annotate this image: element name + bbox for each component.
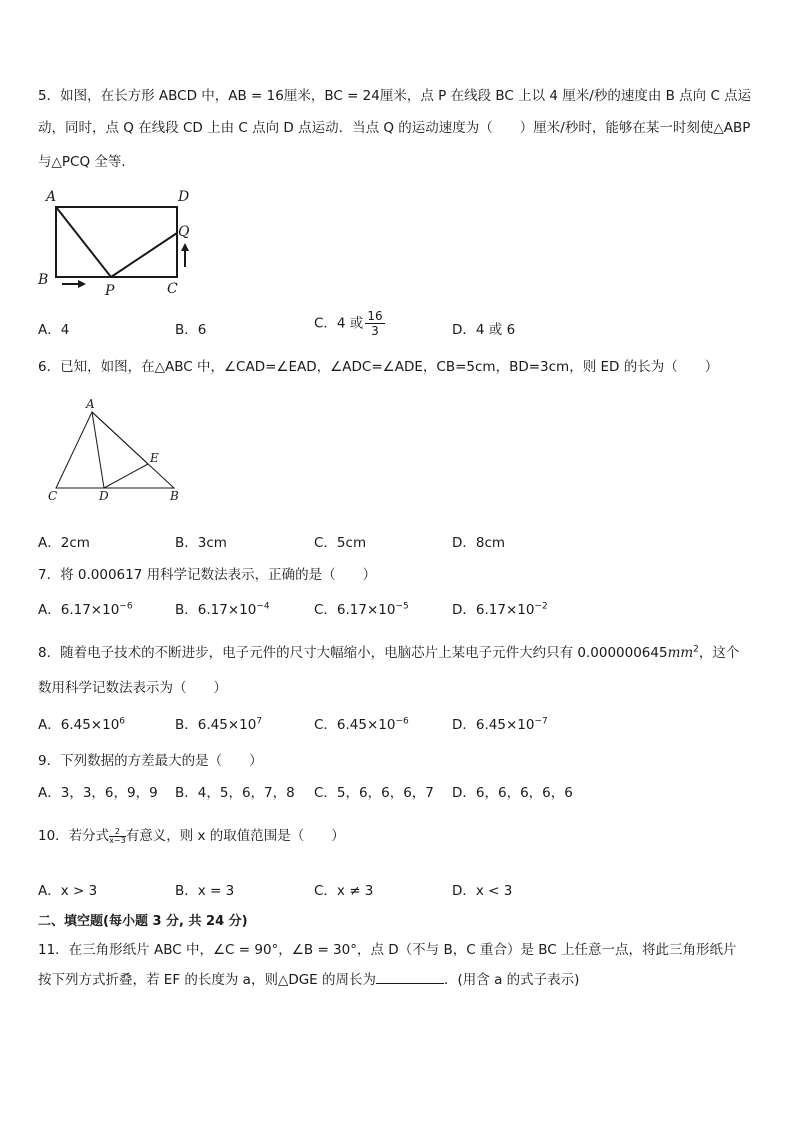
q5-rectangle-figure: [34, 186, 204, 300]
q5-option-a[interactable]: A．4: [38, 322, 70, 338]
label-d: D: [99, 489, 109, 503]
q9-option-b[interactable]: B．4，5，6，7，8: [175, 785, 295, 801]
arrow-up-head-icon: [181, 243, 189, 251]
q10-option-a[interactable]: A．x > 3: [38, 883, 98, 899]
q7-line1: 7．将 0.000617 用科学记数法表示，正确的是（ ）: [38, 567, 377, 583]
rectangle-abcd: [56, 207, 177, 277]
q5-line3: 与△PCQ 全等．: [38, 154, 135, 170]
q8-option-d[interactable]: D．$6.45\times 10^{-7}$: [452, 716, 548, 733]
section-title-fill-in: 二、填空题(每小题 3 分, 共 24 分): [38, 914, 248, 929]
arrow-right-head-icon: [78, 280, 86, 288]
q5-option-d[interactable]: D．4 或 6: [452, 322, 516, 338]
q5-option-b[interactable]: B．6: [175, 322, 207, 338]
q10-option-d[interactable]: D．x < 3: [452, 883, 513, 899]
q7-option-c[interactable]: C．$6.17\times 10^{-5}$: [314, 601, 409, 618]
q11-line1: 11．在三角形纸片 ABC 中，∠C = 90°，∠B = 30°，点 D（不与 B，C 重合）是 BC 上任意一点，将此三角形纸片: [38, 942, 737, 958]
q9-option-a[interactable]: A．3，3，6，9，9: [38, 785, 158, 801]
label-a: A: [86, 397, 95, 411]
q6-option-a[interactable]: A．2cm: [38, 535, 90, 551]
q5-option-c-prefix: C．4 或: [314, 315, 364, 332]
q5-option-c[interactable]: [314, 310, 387, 337]
q7-option-a[interactable]: A．$6.17\times 10^{-6}$: [38, 601, 133, 618]
label-p: P: [105, 283, 115, 299]
q11-line2: 按下列方式折叠，若 EF 的长度为 a，则△DGE 的周长为 ．(用含 a 的式子表示): [38, 972, 580, 988]
label-d: D: [178, 189, 190, 205]
segment-pq: [111, 233, 177, 277]
segment-ae: [92, 412, 148, 464]
q6-triangle-figure: [44, 394, 190, 504]
q9-option-c[interactable]: C．5，6，6，6，7: [314, 785, 434, 801]
q10-fraction: $\frac{2}{x-3}$: [109, 826, 126, 845]
q9-line1: 9．下列数据的方差最大的是（ ）: [38, 753, 263, 769]
q8-option-b[interactable]: B．$6.45\times 10^7$: [175, 716, 263, 733]
triangle-abc: [56, 412, 174, 488]
label-b: B: [170, 489, 179, 503]
q6-option-b[interactable]: B．3cm: [175, 535, 227, 551]
q9-option-d[interactable]: D．6，6，6，6，6: [452, 785, 573, 801]
q10-line1: 10．若分式 $\frac{2}{x-3}$有意义，则 x 的取值范围是（ ）: [38, 826, 345, 845]
q8-line2: 数用科学记数法表示为（ ）: [38, 680, 227, 696]
segment-ad: [92, 412, 104, 488]
label-a: A: [46, 189, 57, 205]
q5-line2: 动，同时，点 Q 在线段 CD 上由 C 点向 D 点运动．当点 Q 的运动速度为（ ）厘米/秒时，能够在某一时刻使△ABP: [38, 120, 751, 136]
label-e: E: [150, 451, 159, 465]
segment-de: [104, 464, 148, 488]
q6-option-d[interactable]: D．8cm: [452, 535, 506, 551]
segment-ap: [56, 207, 111, 277]
q10-option-c[interactable]: C．x ≠ 3: [314, 883, 374, 899]
label-c: C: [48, 489, 58, 503]
q7-option-b[interactable]: B．$6.17\times 10^{-4}$: [175, 601, 270, 618]
q8-option-c[interactable]: C．$6.45\times 10^{-6}$: [314, 716, 409, 733]
q11-answer-blank[interactable]: [376, 971, 444, 984]
q8-line1: 8．随着电子技术的不断进步，电子元件的尺寸大幅缩小，电脑芯片上某电子元件大约只有 $0.000000645mm^2$，这个: [38, 644, 740, 661]
label-c: C: [167, 281, 178, 297]
q10-option-b[interactable]: B．x = 3: [175, 883, 235, 899]
q8-option-a[interactable]: A．$6.45\times 10^6$: [38, 716, 126, 733]
label-b: B: [38, 272, 49, 288]
label-q: Q: [178, 224, 190, 240]
q6-option-c[interactable]: C．5cm: [314, 535, 367, 551]
q6-line1: 6．已知，如图，在△ABC 中，∠CAD=∠EAD，∠ADC=∠ADE，CB=5cm，BD=3cm，则 ED 的长为（ ）: [38, 359, 719, 375]
q7-option-d[interactable]: D．$6.17\times 10^{-2}$: [452, 601, 548, 618]
q5-option-c-fraction: $\frac{16}{3}$: [367, 309, 383, 338]
q5-line1: 5．如图，在长方形 ABCD 中，AB = 16厘米，BC = 24厘米，点 P 在线段 BC 上以 4 厘米/秒的速度由 B 点向 C 点运: [38, 88, 752, 104]
